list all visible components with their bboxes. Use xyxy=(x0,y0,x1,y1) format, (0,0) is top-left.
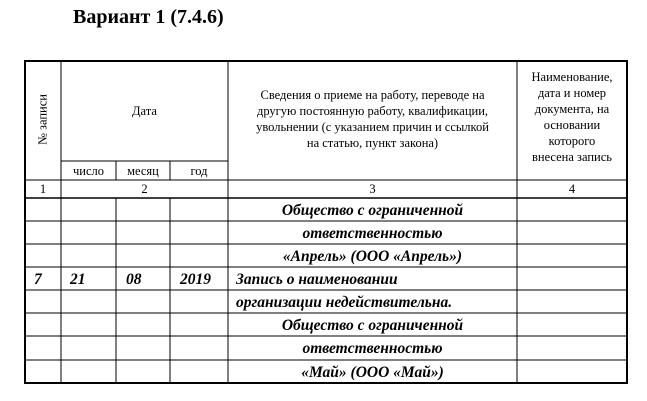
header-doc-line: внесена запись xyxy=(531,150,612,164)
header-doc-line: документа, на xyxy=(534,102,610,116)
row-entry-text: Общество с ограниченной xyxy=(281,202,464,219)
row-entry-text: организации недействительна. xyxy=(236,294,453,311)
column-number-4: 4 xyxy=(568,182,576,196)
row-entry-text: Общество с ограниченной xyxy=(281,317,464,334)
document-title: Вариант 1 (7.4.6) xyxy=(73,6,224,28)
header-info-line: Сведения о приеме на работу, переводе на xyxy=(260,88,485,102)
row-entry-text: Запись о наименовании xyxy=(236,271,398,288)
row-record-no: 7 xyxy=(34,271,42,288)
header-doc xyxy=(517,69,627,165)
row-month: 08 xyxy=(126,271,142,288)
column-number-3: 3 xyxy=(369,182,376,196)
header-info-line: на статью, пункт закона) xyxy=(306,136,439,150)
header-doc-line: дата и номер xyxy=(537,86,607,100)
header-info xyxy=(228,87,517,151)
column-number-1: 1 xyxy=(39,182,47,196)
header-day: число xyxy=(72,164,104,178)
row-entry-text: ответственностью xyxy=(302,340,443,357)
row-day: 21 xyxy=(70,271,86,288)
header-date: Дата xyxy=(132,104,157,118)
header-month: месяц xyxy=(127,164,159,178)
row-year: 2019 xyxy=(180,271,211,288)
header-year: год xyxy=(190,164,208,178)
row-entry-text: «Май» (ООО «Май») xyxy=(301,364,444,381)
row-entry-text: «Апрель» (ООО «Апрель») xyxy=(282,248,463,265)
row-entry-text: ответственностью xyxy=(302,225,443,242)
column-number-2: 2 xyxy=(141,182,148,196)
header-doc-line: которого xyxy=(548,134,596,148)
header-record-no: № записи xyxy=(35,94,50,145)
header-doc-line: Наименование, xyxy=(531,70,613,84)
header-info-line: увольнении (с указанием причин и ссылкой xyxy=(256,120,489,134)
header-doc-line: основании xyxy=(543,118,601,132)
header-info-line: другую постоянную работу, квалификации, xyxy=(256,104,489,118)
